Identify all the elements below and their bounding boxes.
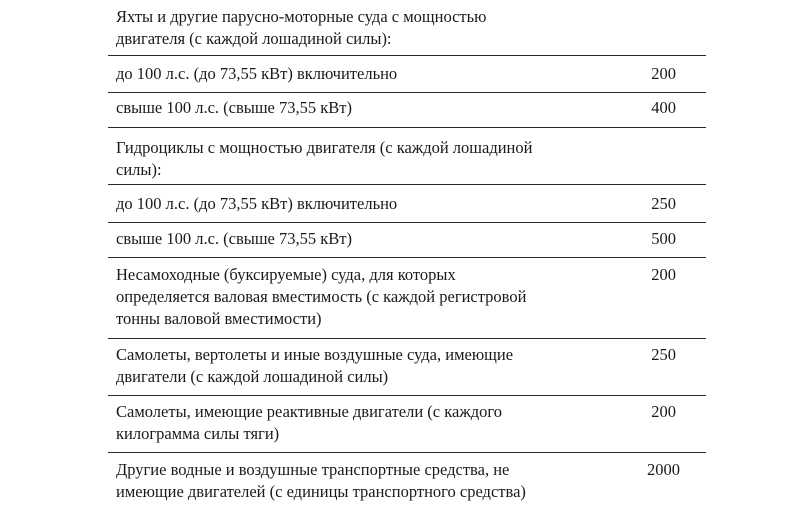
row-divider (108, 127, 706, 128)
row-description-line: свыше 100 л.с. (свыше 73,55 кВт) (116, 98, 352, 117)
row-description-line: Самолеты, вертолеты и иные воздушные суда, имеющие (116, 345, 514, 364)
row-rate: 200 (651, 64, 676, 83)
row-divider (108, 55, 706, 56)
row-rate: 250 (651, 194, 676, 213)
row-description-line: Самолеты, имеющие реактивные двигатели (с каждого (116, 402, 502, 421)
row-description-line: свыше 100 л.с. (свыше 73,55 кВт) (116, 229, 352, 248)
row-rate: 400 (651, 98, 676, 117)
row-description-line: двигатели (с каждой лошадиной силы) (116, 367, 389, 386)
row-divider (108, 222, 706, 223)
row-rate: 200 (651, 265, 676, 284)
row-rate: 500 (651, 229, 676, 248)
row-description-line: до 100 л.с. (до 73,55 кВт) включительно (116, 64, 398, 83)
row-divider (108, 452, 706, 453)
row-divider (108, 257, 706, 258)
row-rate: 250 (651, 345, 676, 364)
row-description (116, 97, 352, 119)
row-description-line: определяется валовая вместимость (с каждой регистровой (116, 287, 527, 306)
row-description-line: до 100 л.с. (до 73,55 кВт) включительно (116, 194, 398, 213)
row-description (116, 344, 513, 388)
row-description-line: Яхты и другие парусно-моторные суда с мощностью (116, 7, 487, 26)
row-description (116, 459, 526, 503)
row-description-line: силы): (116, 160, 162, 179)
row-description-line: Несамоходные (буксируемые) суда, для которых (116, 265, 456, 284)
row-divider (108, 338, 706, 339)
row-description (116, 401, 502, 445)
row-description-line: Гидроциклы с мощностью двигателя (с каждой лошадиной (116, 138, 533, 157)
row-divider (108, 184, 706, 185)
row-divider (108, 92, 706, 93)
row-description (116, 137, 532, 181)
row-description-line: Другие водные и воздушные транспортные средства, не (116, 460, 510, 479)
row-description (116, 63, 397, 85)
row-description (116, 228, 352, 250)
row-description (116, 264, 526, 330)
row-description-line: двигателя (с каждой лошадиной силы): (116, 29, 392, 48)
row-description (116, 6, 487, 50)
row-rate: 200 (651, 402, 676, 421)
row-description (116, 193, 397, 215)
row-description-line: килограмма силы тяги) (116, 424, 280, 443)
row-rate: 2000 (647, 460, 680, 479)
row-description-line: тонны валовой вместимости) (116, 309, 322, 328)
row-divider (108, 395, 706, 396)
row-description-line: имеющие двигателей (с единицы транспортного средства) (116, 482, 526, 501)
